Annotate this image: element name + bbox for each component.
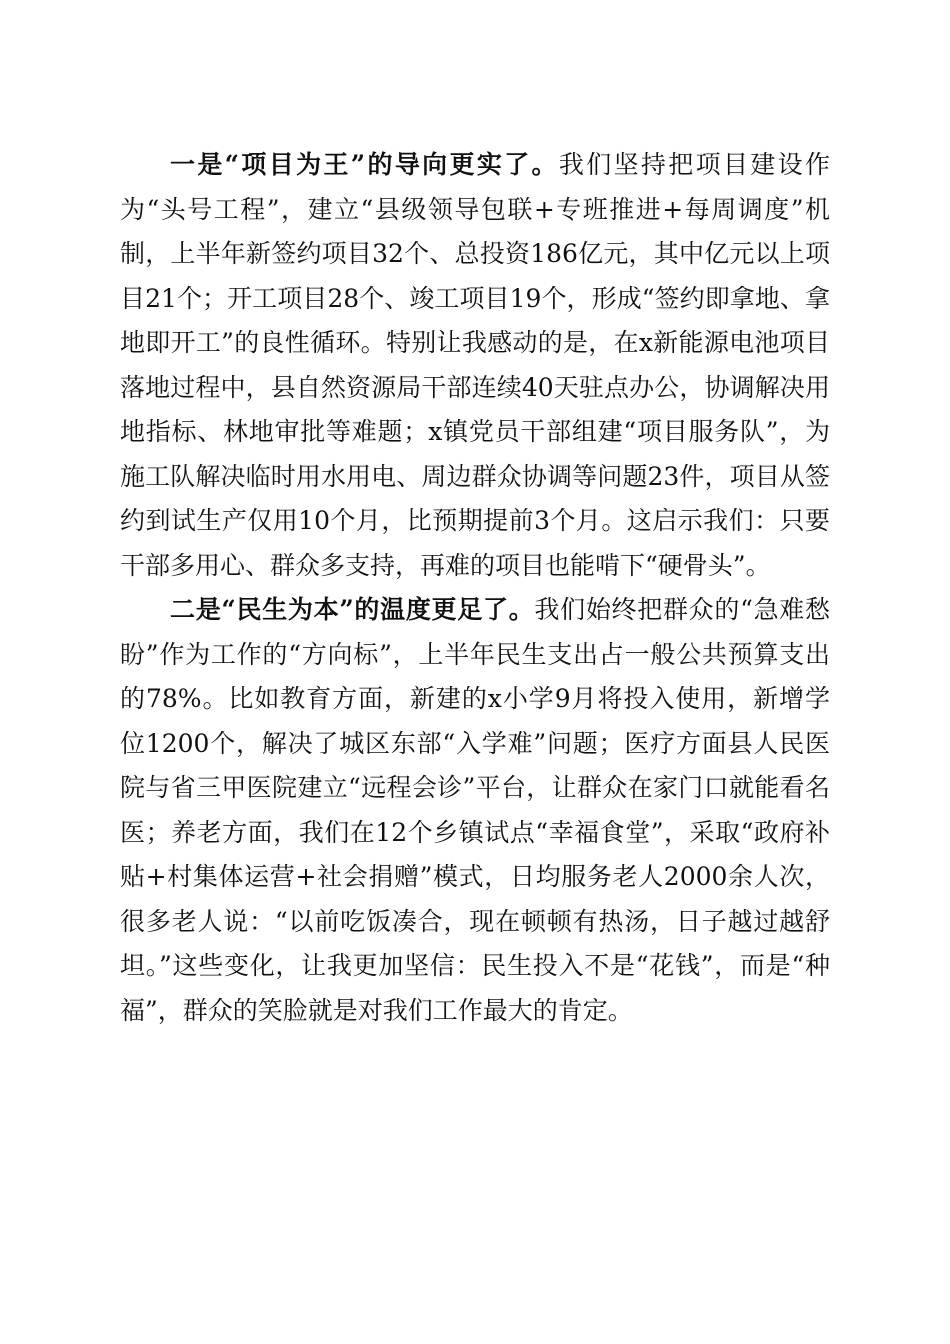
- paragraph-livelihood: [120, 588, 830, 1033]
- paragraph-text: 我们坚持把项目建设作为“头号工程”，建立“县级领导包联+专班推进+每周调度”机制，上半年新签约项目32个、总投资186亿元，其中亿元以上项目21个；开工项目28个、竣工项目19个，形成“签约即拿地、拿地即开工”的良性循环。特别让我感动的是，在x新能源电池项目落地过程中，县自然资源局干部连续40天驻点办公，协调解决用地指标、林地审批等难题；x镇党员干部组建“项目服务队”，为施工队解决临时用水用电、周边群众协调等问题23件，项目从签约到试生产仅用10个月，比预期提前3个月。这启示我们：只要干部多用心、群众多支持，再难的项目也能啃下“硬骨头”。: [120, 150, 830, 580]
- paragraph-heading: 二是“民生为本”的温度更足了。: [170, 595, 535, 624]
- document-body: [120, 143, 830, 1033]
- paragraph-text: 我们始终把群众的“急难愁盼”作为工作的“方向标”，上半年民生支出占一般公共预算支出的78%。比如教育方面，新建的x小学9月将投入使用，新增学位1200个，解决了城区东部“入学难”问题；医疗方面县人民医院与省三甲医院建立“远程会诊”平台，让群众在家门口就能看名医；养老方面，我们在12个乡镇试点“幸福食堂”，采取“政府补贴+村集体运营+社会捐赠”模式，日均服务老人2000余人次，很多老人说：“以前吃饭凑合，现在顿顿有热汤，日子越过越舒坦。”这些变化，让我更加坚信：民生投入不是“花钱”，而是“种福”，群众的笑脸就是对我们工作最大的肯定。: [120, 595, 830, 1025]
- paragraph-heading: 一是“项目为王”的导向更实了。: [170, 150, 559, 179]
- paragraph-project: [120, 143, 830, 588]
